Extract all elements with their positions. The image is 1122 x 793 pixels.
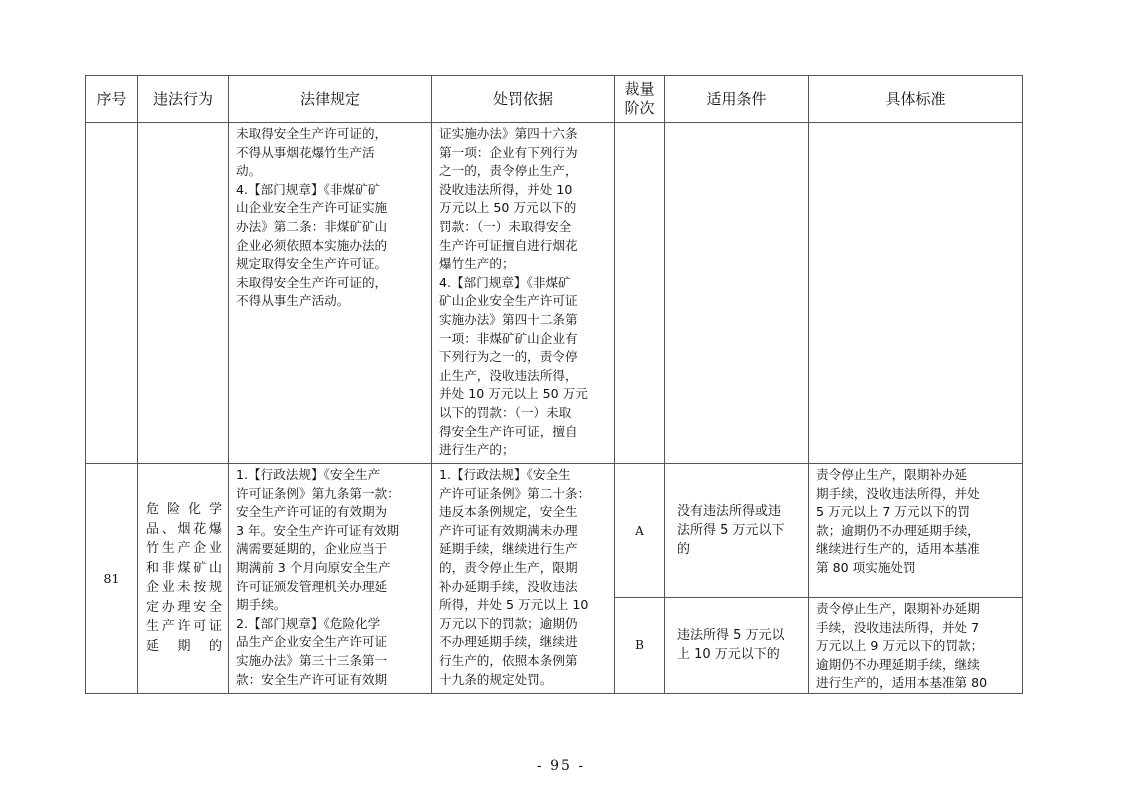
cell-law-81 xyxy=(229,464,432,694)
cell-penalty-continued xyxy=(432,123,615,464)
standard-text-b: 责令停止生产，限期补办延期 手续，没收违法所得，并处 7 万元以上 9 万元以下的罚款； 逾期仍不办理延期手续，继续 进行生产的，适用本基准第 80 xyxy=(816,601,988,691)
cell-level-a: A xyxy=(615,464,665,598)
header-seq: 序号 xyxy=(86,76,138,123)
page-number: - 95 - xyxy=(536,758,586,774)
header-law: 法律规定 xyxy=(229,76,432,123)
penalty-text-81: 1.【行政法规】《安全生 产许可证条例》第二十条： 违反本条例规定，安全生 产许可证有效期满未办理 延期手续，继续进行生产 的，责令停止生产，限期 补办延期手续，没收违法 所得，并处 5 万元以上 10 万元以下的罚款；逾期仍 不办理延期手续，继续进 行生产的，依照本条例第 十九条的规定处罚。 xyxy=(439,467,591,687)
table-header-row xyxy=(86,76,1023,123)
table-row-81-level-a xyxy=(86,464,1023,598)
cell-law-continued xyxy=(229,123,432,464)
law-text-81: 1.【行政法规】《安全生产 许可证条例》第九条第一款： 安全生产许可证的有效期为 3 年。安全生产许可证有效期 满需要延期的，企业应当于 期满前 3 个月向原安全生产 许可证颁发管理机关办理延 期手续。 2.【部门规章】《危险化学 品生产企业安全生产许可证 实施办法》第三十三条第一 款：安全生产许可证有效期 xyxy=(236,467,400,687)
header-standard: 具体标准 xyxy=(809,76,1023,123)
condition-text-a: 没有违法所得或违 法所得 5 万元以下 的 xyxy=(677,504,785,557)
penalty-standards-table xyxy=(85,75,1023,694)
cell-standard-a xyxy=(809,464,1023,598)
table-row-continued xyxy=(86,123,1023,464)
cell-standard-b xyxy=(809,598,1023,694)
cell-level-b: B xyxy=(615,598,665,694)
cell-violation-empty xyxy=(138,123,229,464)
header-level: 裁量 阶次 xyxy=(615,76,665,123)
header-violation: 违法行为 xyxy=(138,76,229,123)
cell-level-empty xyxy=(615,123,665,464)
standard-text-a: 责令停止生产，限期补办延 期手续，没收违法所得，并处 5 万元以上 7 万元以下的罚 款；逾期仍不办理延期手续， 继续进行生产的，适用本基准 第 80 项实施处罚 xyxy=(816,467,980,575)
cell-condition-b xyxy=(665,598,809,694)
cell-standard-empty xyxy=(809,123,1023,464)
cell-seq-81: 81 xyxy=(86,464,138,694)
cell-condition-a xyxy=(665,464,809,598)
violation-text-81: 危险化学品、烟花爆竹生产企业和非煤矿山企业未按规定办理安全生产许可证延期的 xyxy=(146,502,222,654)
cell-violation-81 xyxy=(138,464,229,694)
cell-penalty-81 xyxy=(432,464,615,694)
cell-seq-empty xyxy=(86,123,138,464)
condition-text-b: 违法所得 5 万元以 上 10 万元以下的 xyxy=(677,628,785,663)
penalty-text-continued: 证实施办法》第四十六条 第一项：企业有下列行为 之一的，责令停止生产， 没收违法所得，并处 10 万元以上 50 万元以下的 罚款：（一）未取得安全 生产许可证擅自进行烟花 爆竹生产的； 4.【部门规章】《非煤矿 矿山企业安全生产许可证 实施办法》第四十二条第 一项：非煤矿矿山企业有 下列行为之一的，责令停 止生产，没收违法所得， 并处 10 万元以上 50 万元 以下的罚款：（一）未取 得安全生产许可证，擅自 进行生产的； xyxy=(439,126,588,458)
header-penalty-basis: 处罚依据 xyxy=(432,76,615,123)
header-condition: 适用条件 xyxy=(665,76,809,123)
cell-condition-empty xyxy=(665,123,809,464)
law-text-continued: 未取得安全生产许可证的， 不得从事烟花爆竹生产活 动。 4.【部门规章】《非煤矿矿 山企业安全生产许可证实施 办法》第二条：非煤矿矿山 企业必须依照本实施办法的 规定取得安全生产许可证。 未取得安全生产许可证的， 不得从事生产活动。 xyxy=(236,126,388,309)
